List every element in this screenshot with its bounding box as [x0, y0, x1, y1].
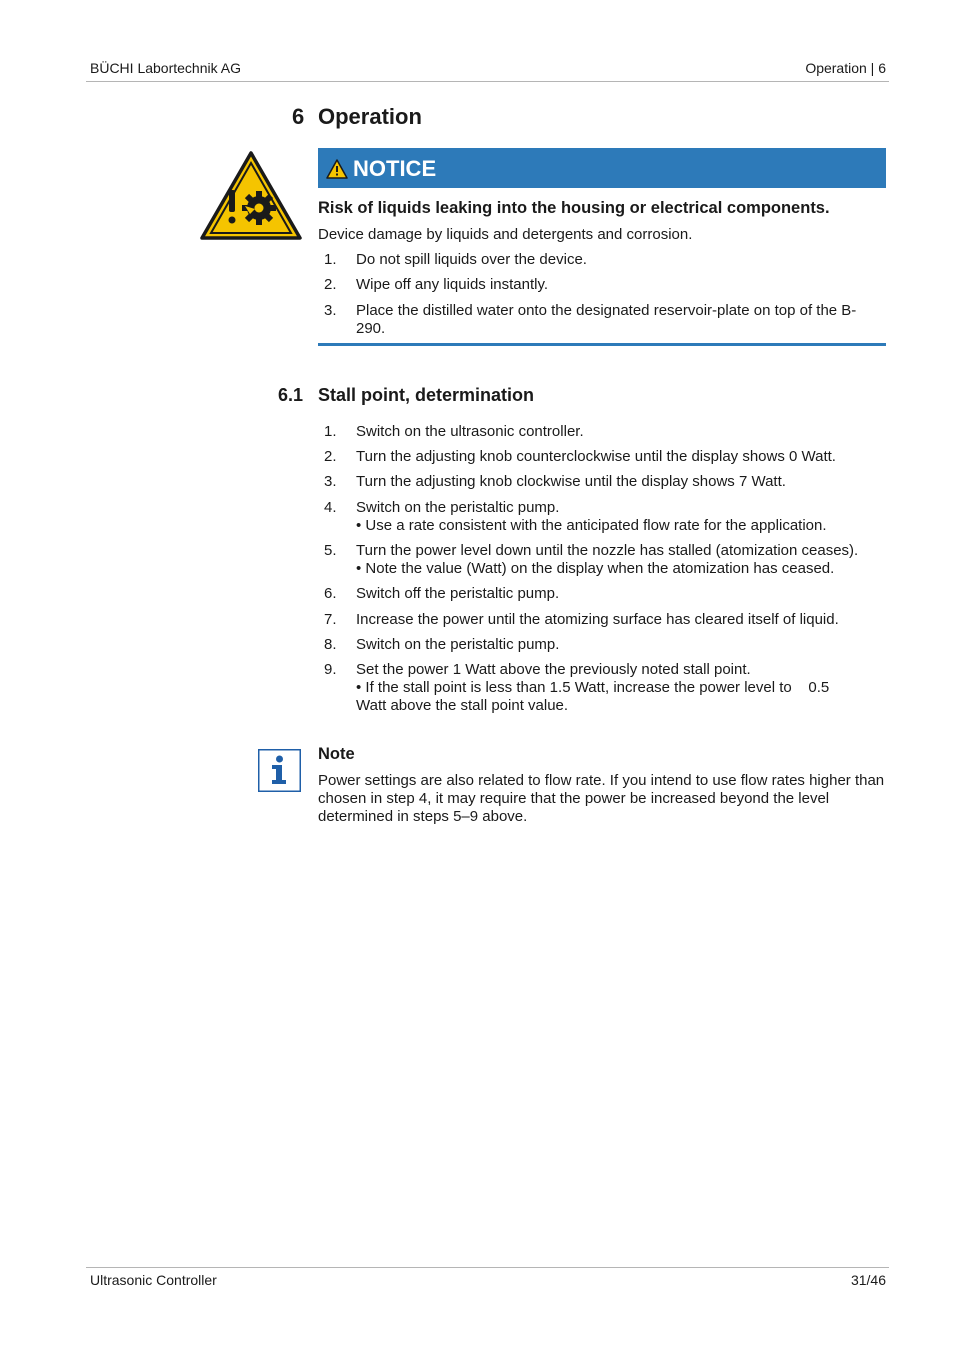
list-item: 5. Turn the power level down until the nozzle has stalled (atomization ceases). • Note the value (Watt) on the display when the atomization has ceased.	[318, 542, 886, 578]
page-number: 31/46	[850, 1272, 886, 1288]
notice-risk-statement: Risk of liquids leaking into the housing or electrical components.	[318, 199, 830, 217]
subsection-title: Stall point, determination	[318, 385, 535, 405]
list-item: 7. Increase the power until the atomizing surface has cleared itself of liquid.	[324, 611, 839, 628]
list-item: 3. Place the distilled water onto the designated reservoir-plate on top of the B-290.	[324, 302, 857, 337]
notice-banner	[318, 148, 886, 188]
list-item: 4. Switch on the peristaltic pump. • Use a rate consistent with the anticipated flow rate for the application.	[318, 499, 886, 535]
note-title: Note	[318, 745, 355, 763]
list-item-note: • Use a rate consistent with the anticipated flow rate for the application.	[356, 517, 827, 534]
section-title: Operation	[318, 104, 422, 129]
footer-rule	[86, 1267, 889, 1268]
list-item: 1. Do not spill liquids over the device.	[324, 251, 587, 268]
device-damage-warning-icon	[199, 150, 303, 242]
subsection-number: 6.1	[278, 385, 304, 405]
procedure-list	[318, 423, 886, 715]
section-number: 6	[292, 104, 305, 129]
notice-steps-list	[318, 251, 886, 338]
list-item-note: • Note the value (Watt) on the display when the atomization has ceased.	[356, 560, 835, 577]
header-company: BÜCHI Labortechnik AG	[90, 60, 241, 76]
info-icon	[258, 749, 301, 792]
list-item: 6. Switch off the peristaltic pump.	[324, 585, 560, 602]
notice-description: Device damage by liquids and detergents and corrosion.	[318, 226, 693, 243]
header-chapter: Operation | 6	[805, 60, 886, 76]
list-item: 2. Turn the adjusting knob counterclockwise until the display shows 0 Watt.	[324, 448, 836, 465]
header-rule	[86, 81, 889, 82]
list-item: 9. Set the power 1 Watt above the previously noted stall point. • If the stall point is less than 1.5 Watt, increase the power level to 0.5 Watt above the stall point value.	[318, 661, 886, 715]
footer-product: Ultrasonic Controller	[90, 1272, 217, 1288]
section-heading	[292, 104, 422, 130]
notice-label: NOTICE	[353, 156, 437, 181]
warning-triangle-icon	[326, 159, 348, 179]
note-text: Power settings are also related to flow rate. If you intend to use flow rates higher than chosen in step 4, it may require that the power be increased beyond the level determined in steps 5–9 above.	[318, 772, 885, 825]
list-item: 8. Switch on the peristaltic pump.	[324, 636, 560, 653]
list-item-note: • If the stall point is less than 1.5 Watt, increase the power level to 0.5 Watt above the stall point value.	[356, 679, 830, 714]
list-item: 2. Wipe off any liquids instantly.	[324, 276, 549, 293]
list-item: 3. Turn the adjusting knob clockwise until the display shows 7 Watt.	[324, 473, 786, 490]
subsection-heading	[278, 385, 534, 406]
notice-bottom-rule	[318, 343, 886, 346]
list-item: 1. Switch on the ultrasonic controller.	[324, 423, 584, 440]
